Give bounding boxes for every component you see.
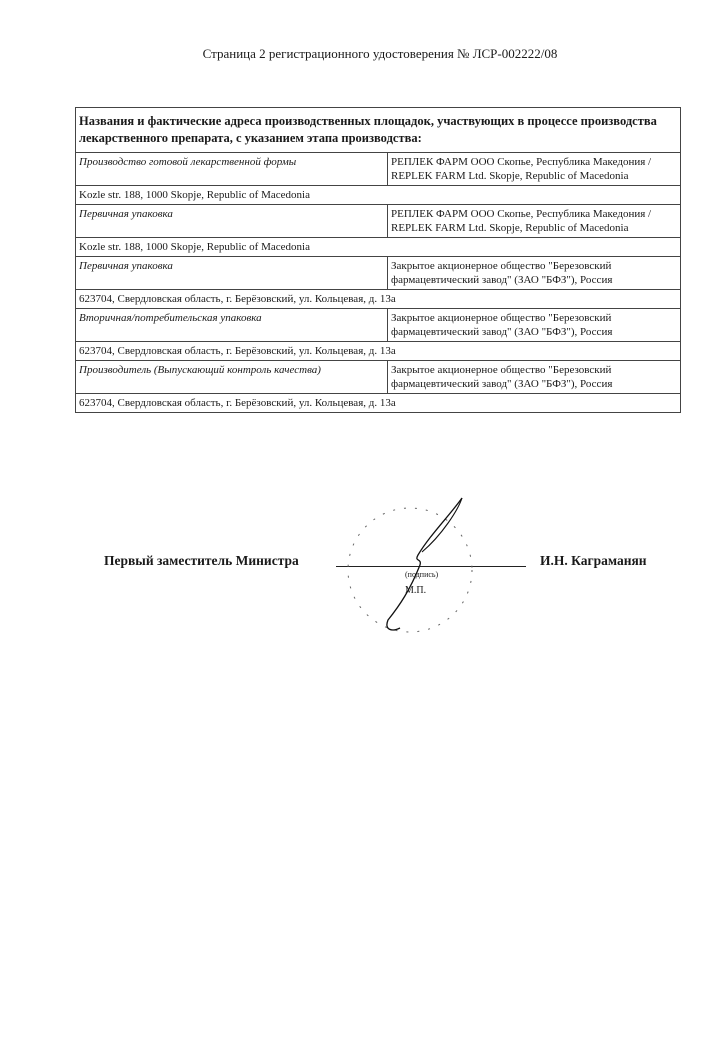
- site-address: Kozle str. 188, 1000 Skopje, Republic of Macedonia: [76, 238, 681, 257]
- site-address: Kozle str. 188, 1000 Skopje, Republic of Macedonia: [76, 186, 681, 205]
- production-stage: Вторичная/потребительская упаковка: [76, 309, 388, 342]
- production-stage: Производитель (Выпускающий контроль качества): [76, 361, 388, 394]
- signatory-position: Первый заместитель Министра: [104, 553, 299, 568]
- table-row: [76, 361, 681, 394]
- table-row: [76, 153, 681, 186]
- table-heading: Названия и фактические адреса производственных площадок, участвующих в процессе производства лекарственного препарата, с указанием этапа производства:: [76, 108, 681, 153]
- signatory-name: И.Н. Каграманян: [540, 553, 647, 568]
- manufacturer-name: РЕПЛЕК ФАРМ ООО Скопье, Республика Македония / REPLEK FARM Ltd. Skopje, Republic of Macedonia: [388, 205, 681, 238]
- production-stage: Первичная упаковка: [76, 205, 388, 238]
- table-row-address: [76, 186, 681, 205]
- production-stage: Первичная упаковка: [76, 257, 388, 290]
- table-row: [76, 257, 681, 290]
- signature-caption: (подпись): [405, 570, 439, 579]
- site-address: 623704, Свердловская область, г. Берёзовский, ул. Кольцевая, д. 13а: [76, 394, 681, 413]
- stamp-place-mark: М.П.: [405, 585, 427, 596]
- production-stage: Производство готовой лекарственной формы: [76, 153, 388, 186]
- table-row-address: [76, 342, 681, 361]
- site-address: 623704, Свердловская область, г. Берёзовский, ул. Кольцевая, д. 13а: [76, 342, 681, 361]
- table-row-address: [76, 394, 681, 413]
- page-title: Страница 2 регистрационного удостоверения № ЛСР-002222/08: [202, 46, 558, 61]
- manufacturer-name: Закрытое акционерное общество "Березовский фармацевтический завод" (ЗАО "БФЗ"), Россия: [388, 257, 681, 290]
- signature-stamp-image: [330, 490, 490, 660]
- table-row: [76, 205, 681, 238]
- manufacturer-name: Закрытое акционерное общество "Березовский фармацевтический завод" (ЗАО "БФЗ"), Россия: [388, 361, 681, 394]
- site-address: 623704, Свердловская область, г. Берёзовский, ул. Кольцевая, д. 13а: [76, 290, 681, 309]
- table-row-address: [76, 290, 681, 309]
- production-sites-table: [75, 107, 681, 413]
- table-heading-row: [76, 108, 681, 153]
- table-row: [76, 309, 681, 342]
- manufacturer-name: РЕПЛЕК ФАРМ ООО Скопье, Республика Македония / REPLEK FARM Ltd. Skopje, Republic of Macedonia: [388, 153, 681, 186]
- table-row-address: [76, 238, 681, 257]
- manufacturer-name: Закрытое акционерное общество "Березовский фармацевтический завод" (ЗАО "БФЗ"), Россия: [388, 309, 681, 342]
